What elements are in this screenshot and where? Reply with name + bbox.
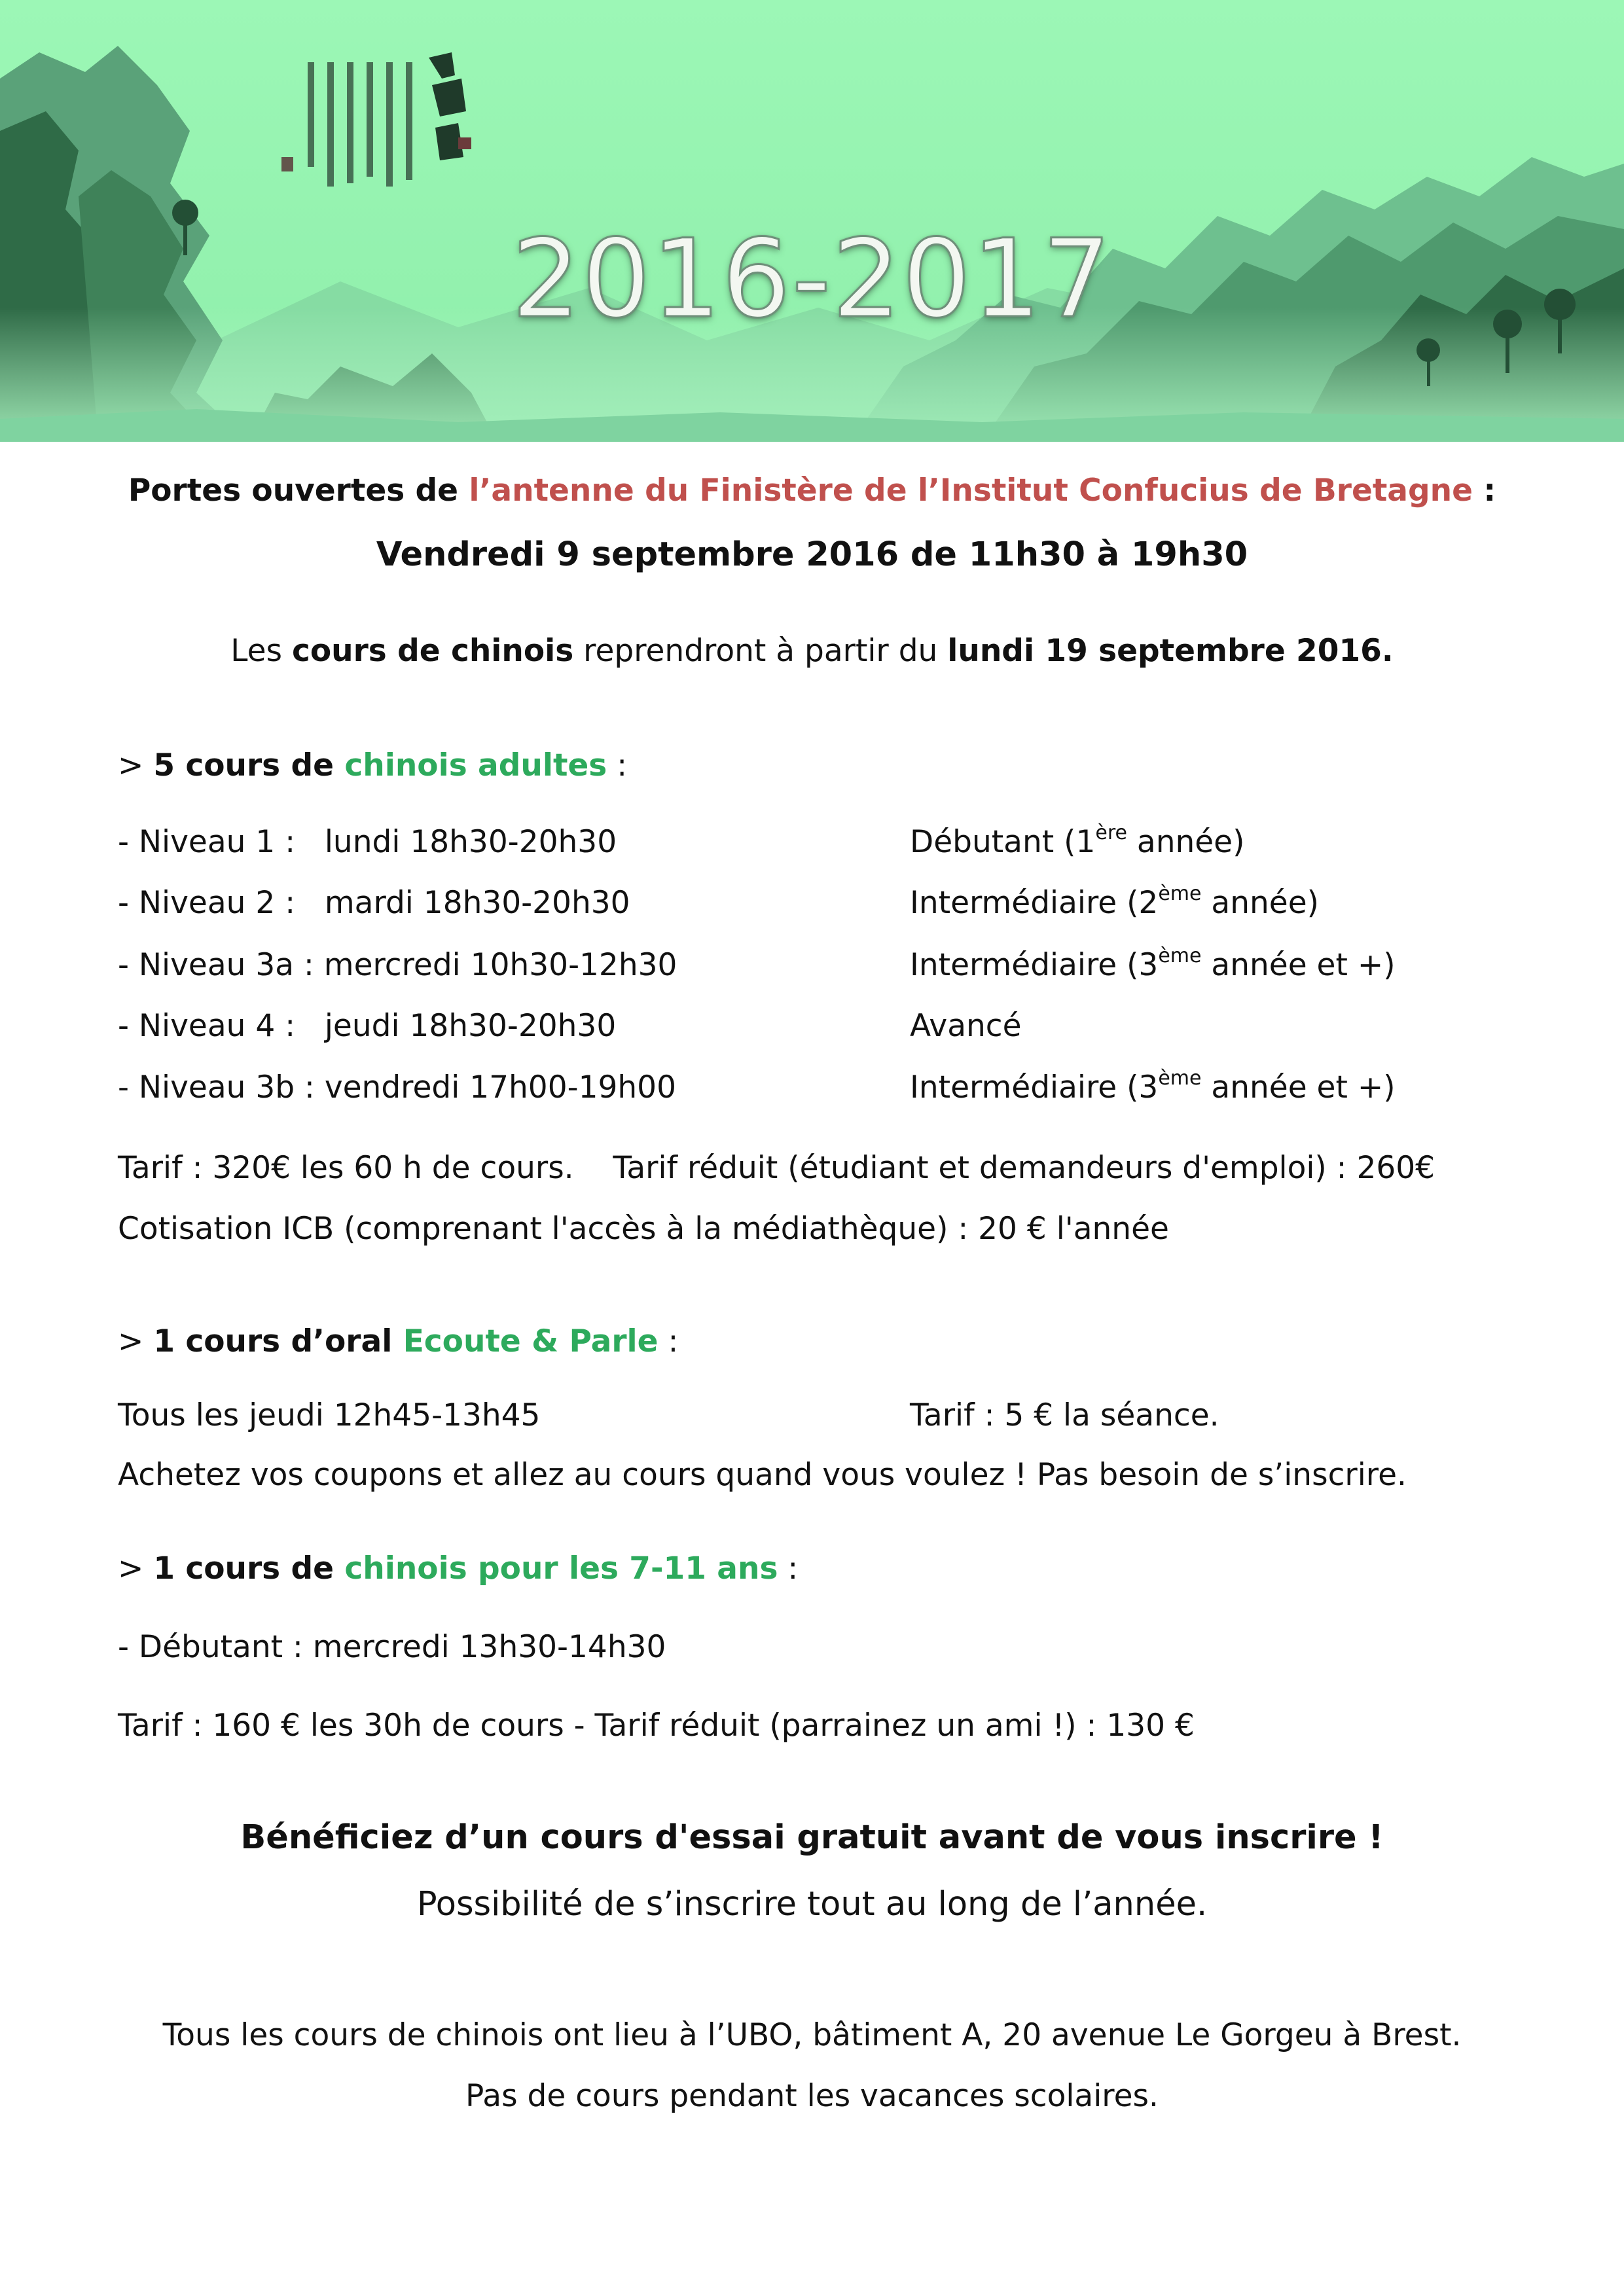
school-year-title: 2016-2017 [511, 216, 1113, 342]
location-note: Tous les cours de chinois ont lieu à l’UBO, bâtiment A, 20 avenue Le Gorgeu à Brest. [162, 2017, 1462, 2053]
course-description-text: Intermédiaire (3 [910, 947, 1159, 983]
holidays-note: Pas de cours pendant les vacances scolaires. [465, 2078, 1159, 2114]
course-description-sup: ème [1158, 882, 1202, 905]
open-day-date: Vendredi 9 septembre 2016 de 11h30 à 19h30 [376, 535, 1248, 574]
enrollment-note: Possibilité de s’inscrire tout au long de l’année. [416, 1885, 1208, 1924]
oral-schedule: Tous les jeudi 12h45-13h45 [118, 1397, 541, 1433]
oral-heading-count: 1 cours d’oral [153, 1323, 403, 1359]
course-level: - Niveau 2 : mardi 18h30-20h30 [118, 885, 630, 921]
oral-schedule-row [118, 1396, 1558, 1435]
course-level: - Niveau 3b : vendredi 17h00-19h00 [118, 1069, 676, 1105]
course-description [910, 884, 1319, 923]
course-description-text: Intermédiaire (3 [910, 1069, 1159, 1105]
course-description-end: année et +) [1201, 1069, 1396, 1105]
oral-heading-colon: : [658, 1323, 679, 1359]
resume-courses: cours de chinois [291, 633, 574, 669]
course-description-sup: ème [1158, 944, 1202, 967]
oral-section-heading [118, 1322, 678, 1361]
open-day-prefix: Portes ouvertes de [128, 473, 469, 509]
course-description [910, 946, 1396, 985]
adults-heading-count: 5 cours de [153, 747, 345, 783]
course-row [118, 946, 1558, 985]
kids-level: - Débutant : mercredi 13h30-14h30 [118, 1629, 666, 1665]
oral-tarif: Tarif : 5 € la séance. [910, 1397, 1219, 1433]
course-row [118, 884, 1558, 923]
course-level: - Niveau 3a : mercredi 10h30-12h30 [118, 947, 677, 983]
adults-heading-arrow: > [118, 747, 154, 783]
kids-tarif: Tarif : 160 € les 30h de cours - Tarif réduit (parrainez un ami !) : 130 € [118, 1708, 1195, 1744]
resume-date: lundi 19 septembre 2016 [947, 633, 1382, 669]
course-description [910, 1007, 1022, 1046]
kids-heading-count: 1 cours de [153, 1551, 345, 1587]
resume-sentence [0, 632, 1624, 671]
course-description [910, 823, 1244, 862]
header-banner [0, 0, 1624, 442]
kids-heading-title: chinois pour les 7-11 ans [344, 1551, 778, 1587]
course-description-text: Intermédiaire (2 [910, 885, 1159, 921]
oral-heading-arrow: > [118, 1323, 154, 1359]
course-description-sup: ème [1158, 1067, 1202, 1090]
kids-heading-colon: : [778, 1551, 799, 1587]
course-description-end: année) [1201, 885, 1319, 921]
course-row [118, 1007, 1558, 1046]
kids-heading-arrow: > [118, 1551, 154, 1587]
course-description-end: année et +) [1201, 947, 1396, 983]
course-level: - Niveau 1 : lundi 18h30-20h30 [118, 824, 617, 860]
adults-tarif: Tarif : 320€ les 60 h de cours. Tarif réduit (étudiant et demandeurs d'emploi) : 260€ [118, 1150, 1435, 1186]
course-row [118, 823, 1558, 862]
course-description-end: année) [1127, 824, 1245, 860]
course-description [910, 1068, 1396, 1107]
course-description-sup: ère [1095, 821, 1127, 844]
resume-period: . [1381, 633, 1394, 669]
open-day-heading [0, 471, 1624, 511]
oral-heading-title: Ecoute & Parle [403, 1323, 659, 1359]
adults-cotisation: Cotisation ICB (comprenant l'accès à la médiathèque) : 20 € l'année [118, 1211, 1169, 1247]
trial-offer: Bénéficiez d’un cours d'essai gratuit avant de vous inscrire ! [240, 1818, 1384, 1857]
adults-heading-colon: : [607, 747, 628, 783]
adults-section-heading [118, 746, 627, 785]
resume-text-3: reprendront à partir du [573, 633, 948, 669]
kids-section-heading [118, 1549, 798, 1588]
course-description-text: Débutant (1 [910, 824, 1096, 860]
course-description-text: Avancé [910, 1008, 1022, 1044]
adults-heading-title: chinois adultes [344, 747, 607, 783]
oral-note: Achetez vos coupons et allez au cours quand vous voulez ! Pas besoin de s’inscrire. [118, 1457, 1407, 1493]
institution-name: l’antenne du Finistère de l’Institut Confucius de Bretagne [469, 473, 1473, 509]
course-level: - Niveau 4 : jeudi 18h30-20h30 [118, 1008, 617, 1044]
course-row [118, 1068, 1558, 1107]
open-day-suffix: : [1473, 473, 1496, 509]
resume-text-1: Les [230, 633, 292, 669]
